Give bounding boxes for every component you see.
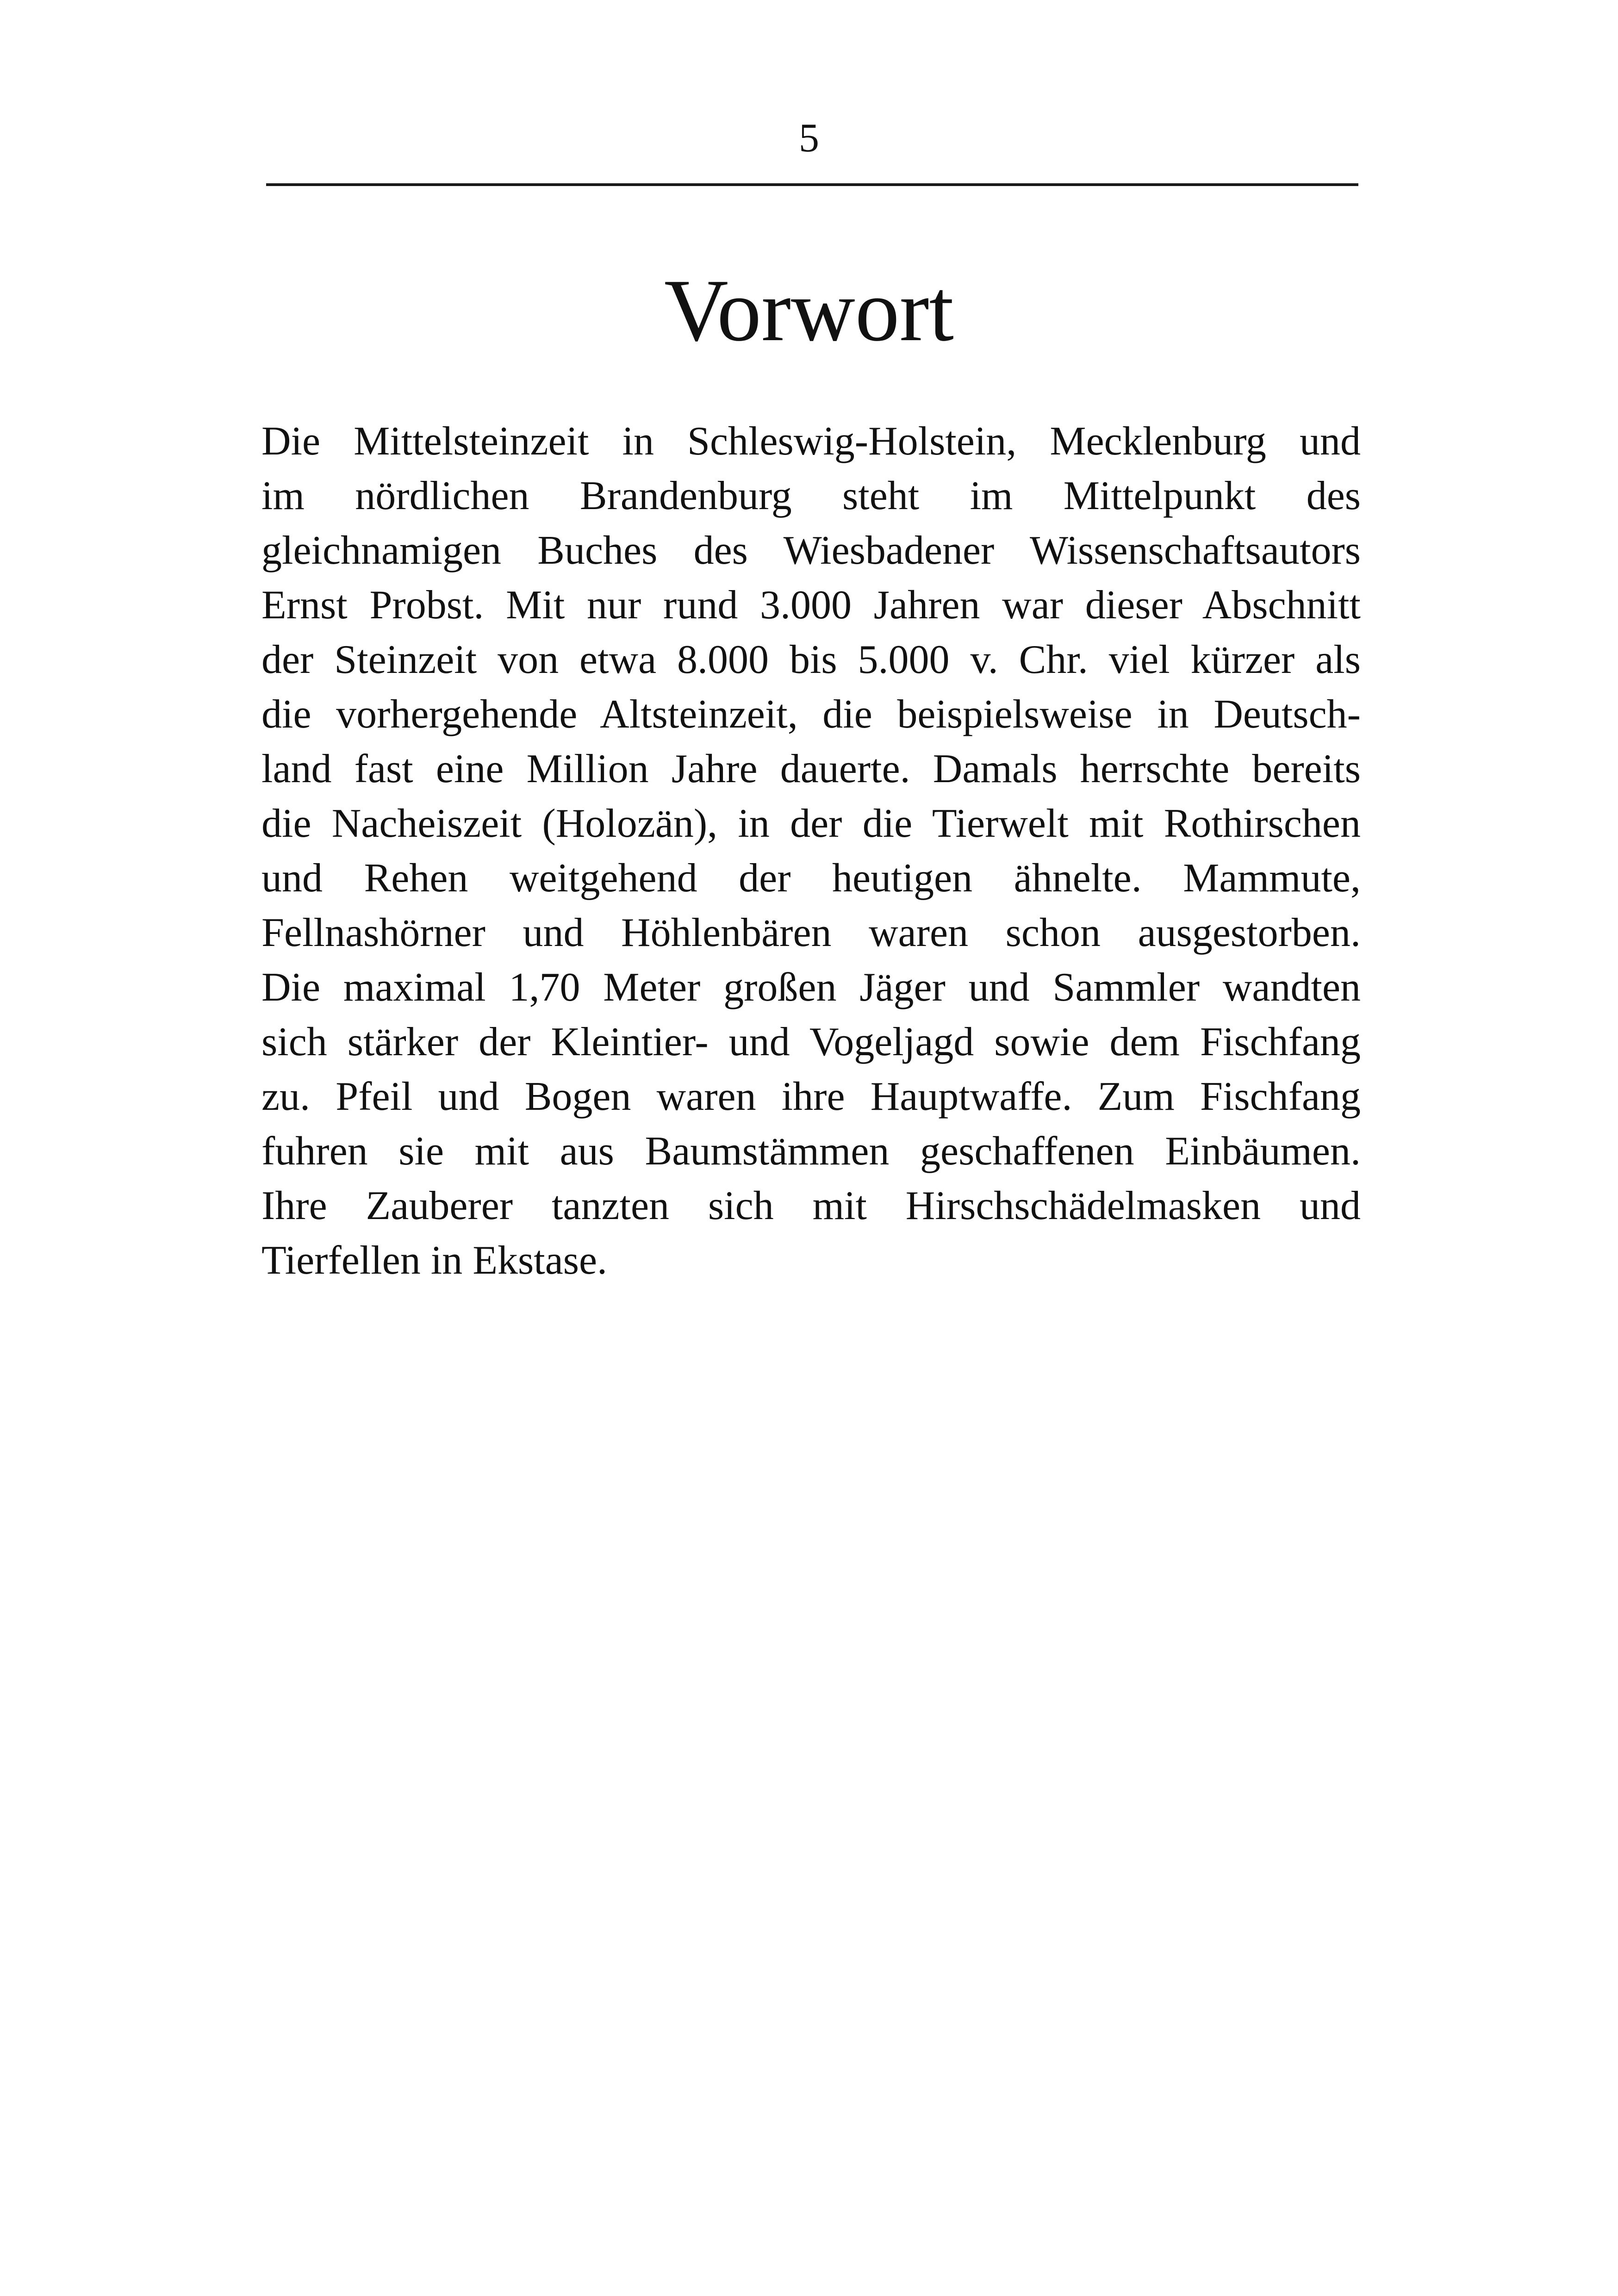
- body-line: die Nacheiszeit (Holozän), in der die Tierwelt mit Rothirschen: [261, 801, 1361, 846]
- header-rule: [266, 183, 1358, 186]
- body-text: [261, 414, 1361, 1288]
- body-line: Die Mittelsteinzeit in Schleswig-Holstein, Mecklenburg und: [261, 419, 1361, 464]
- body-line: der Steinzeit von etwa 8.000 bis 5.000 v. Chr. viel kürzer als: [261, 637, 1361, 682]
- body-line: gleichnamigen Buches des Wiesbadener Wissenschaftsautors: [261, 528, 1361, 573]
- body-line: sich stärker der Kleintier- und Vogeljagd sowie dem Fischfang: [261, 1020, 1361, 1064]
- body-line: und Rehen weitgehend der heutigen ähnelte. Mammute,: [261, 856, 1361, 901]
- body-line: fuhren sie mit aus Baumstämmen geschaffenen Einbäumen.: [261, 1129, 1361, 1174]
- body-line: Ernst Probst. Mit nur rund 3.000 Jahren war dieser Abschnitt: [261, 583, 1361, 628]
- body-line: im nördlichen Brandenburg steht im Mittelpunkt des: [261, 473, 1361, 518]
- body-line: Fellnashörner und Höhlenbären waren schon ausgestorben.: [261, 910, 1361, 955]
- chapter-title: Vorwort: [664, 261, 954, 360]
- page-number: 5: [799, 116, 819, 161]
- body-line: land fast eine Million Jahre dauerte. Damals herrschte bereits: [261, 747, 1361, 791]
- body-line: zu. Pfeil und Bogen waren ihre Hauptwaffe. Zum Fischfang: [261, 1074, 1361, 1119]
- body-line: Tierfellen in Ekstase.: [261, 1238, 608, 1283]
- body-line: Die maximal 1,70 Meter großen Jäger und Sammler wandten: [261, 965, 1361, 1010]
- body-line: Ihre Zauberer tanzten sich mit Hirschschädelmasken und: [261, 1183, 1361, 1228]
- body-line: die vorhergehende Altsteinzeit, die beispielsweise in Deutsch-: [261, 692, 1361, 737]
